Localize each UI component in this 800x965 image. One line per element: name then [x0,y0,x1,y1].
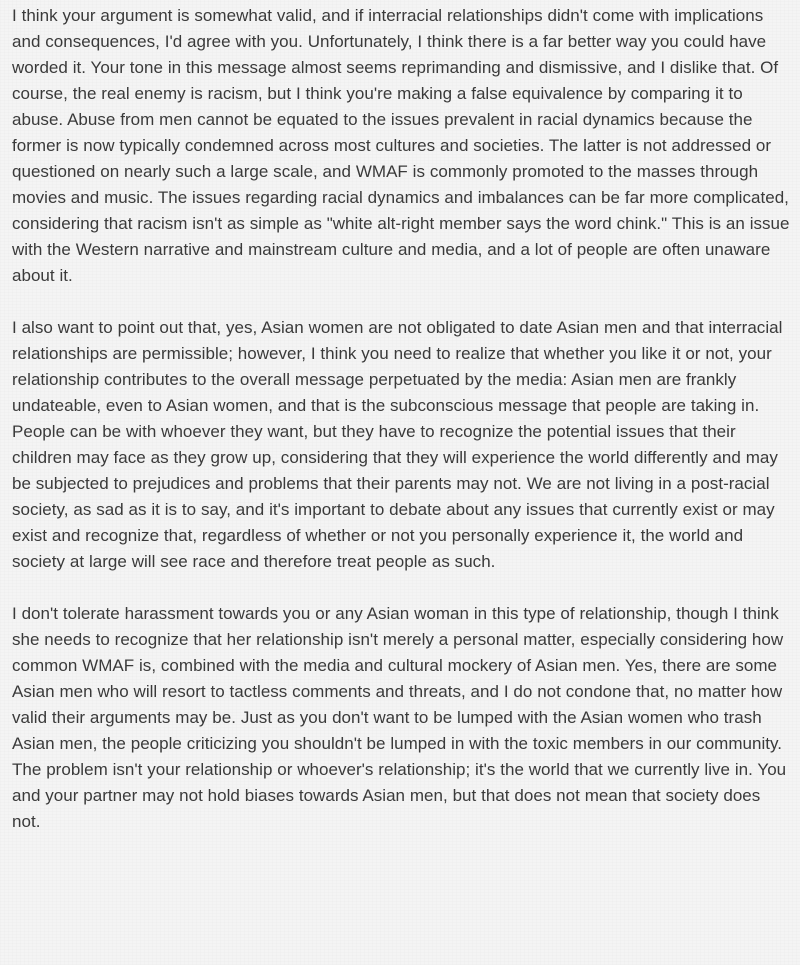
paragraph-3: I don't tolerate harassment towards you or any Asian woman in this type of relationship, though I think she needs to recognize that her relationship isn't merely a personal matter, especially considering how common WMAF is, combined with the media and cultural mockery of Asian men. Yes, there are some Asian men who will resort to tactless comments and threats, and I do not condone that, no matter how valid their arguments may be. Just as you don't want to be lumped with the Asian women who trash Asian men, the people criticizing you shouldn't be lumped in with the toxic members in our community. The problem isn't your relationship or whoever's relationship; it's the world that we currently live in. You and your partner may not hold biases towards Asian men, but that does not mean that society does not. [12,604,787,831]
paragraph-2: I also want to point out that, yes, Asian women are not obligated to date Asian men and that interracial relationships are permissible; however, I think you need to realize that whether you like it or not, your relationship contributes to the overall message perpetuated by the media: Asian men are frankly undateable, even to Asian women, and that is the subconscious message that people are taking in. People can be with whoever they want, but they have to recognize the potential issues that their children may face as they grow up, considering that they will experience the world differently and may be subjected to prejudices and problems that their parents may not. We are not living in a post-racial society, as sad as it is to say, and it's important to debate about any issues that currently exist or may exist and recognize that, regardless of whether or not you personally experience it, the world and society at large will see race and therefore treat people as such. [12,318,783,571]
paragraph-1: I think your argument is somewhat valid, and if interracial relationships didn't come with implications and consequences, I'd agree with you. Unfortunately, I think there is a far better way you could have worded it. Your tone in this message almost seems reprimanding and dismissive, and I dislike that. Of course, the real enemy is racism, but I think you're making a false equivalence by comparing it to abuse. Abuse from men cannot be equated to the issues prevalent in racial dynamics because the former is now typically condemned across most cultures and societies. The latter is not addressed or questioned on nearly such a large scale, and WMAF is commonly promoted to the masses through movies and music. The issues regarding racial dynamics and imbalances can be far more complicated, considering that racism isn't as simple as "white alt-right member says the word chink." This is an issue with the Western narrative and mainstream culture and media, and a lot of people are often unaware about it. [12,6,790,285]
